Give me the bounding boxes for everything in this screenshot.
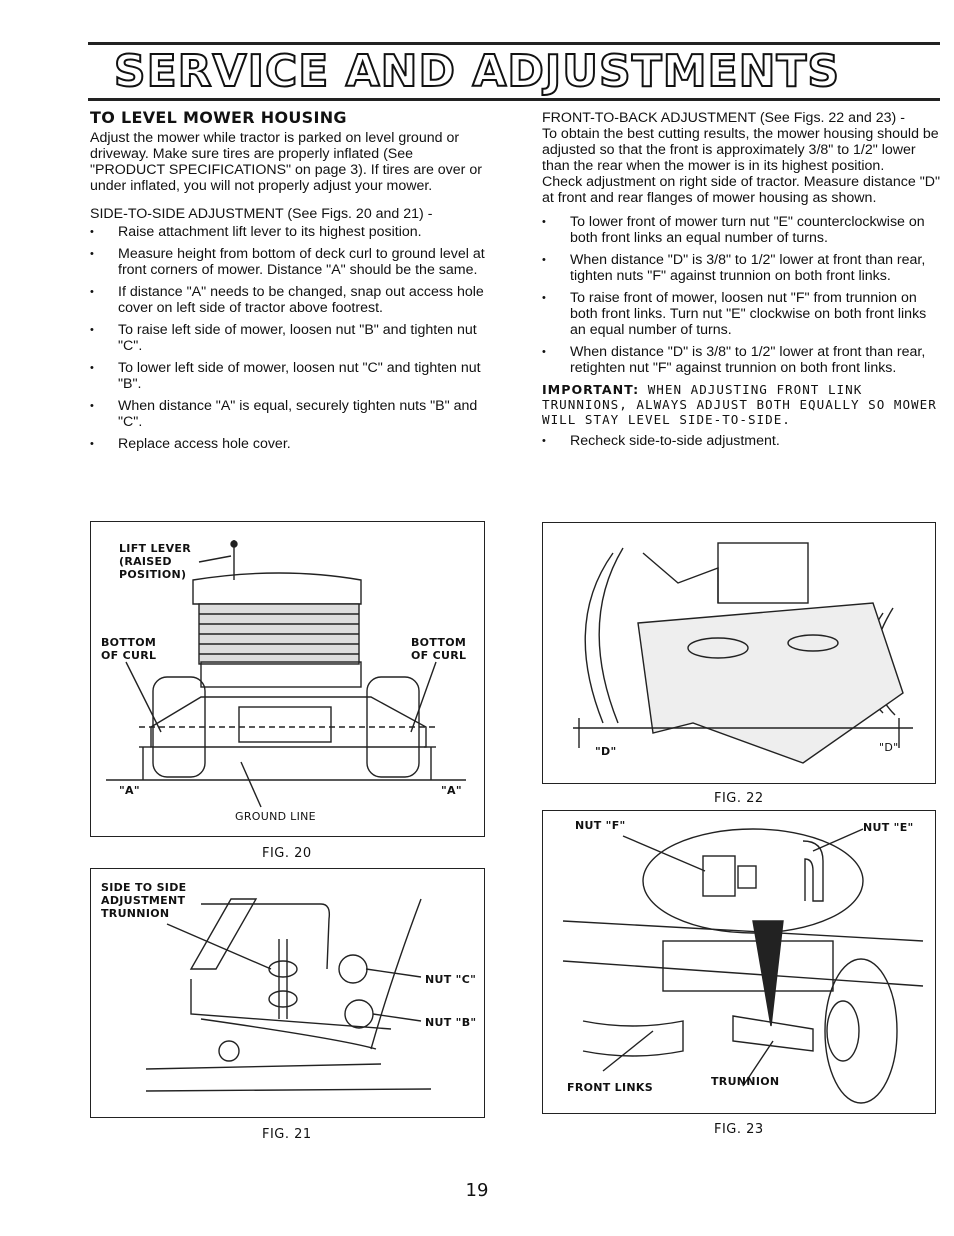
figure-22 (542, 522, 936, 784)
important-text: WHEN ADJUSTING FRONT LINK TRUNNIONS, ALWAYS ADJUST BOTH EQUALLY SO MOWER WILL STAY LEVEL SIDE-TO-SIDE. (542, 382, 937, 427)
section-heading-level-mower: TO LEVEL MOWER HOUSING (90, 108, 347, 127)
list-item: • To raise front of mower, loosen nut "F" from trunnion on both front links. Turn nut "E" clockwise on both front links an equal number of turns. (542, 290, 942, 338)
list-item: • To raise left side of mower, loosen nut "B" and tighten nut "C". (90, 322, 488, 354)
front-to-back-list (542, 214, 942, 376)
figure-23 (542, 810, 936, 1114)
list-item: • When distance "D" is 3/8" to 1/2" lower at front than rear, tighten nuts "F" against trunnion on both front links. (542, 252, 942, 284)
caption-fig-23: FIG. 23 (714, 1122, 764, 1137)
list-item: • When distance "D" is 3/8" to 1/2" lower at front than rear, retighten nut "F" against trunnion on both front links. (542, 344, 942, 376)
list-item: • When distance "A" is equal, securely tighten nuts "B" and "C". (90, 398, 488, 430)
label-nut-e: NUT "E" (863, 821, 914, 834)
important-note (542, 382, 942, 427)
side-to-side-heading: SIDE-TO-SIDE ADJUSTMENT (See Figs. 20 and 21) - (90, 206, 433, 222)
header-rule-bottom (88, 98, 940, 101)
label-bottom-curl-right: BOTTOM OF CURL (411, 636, 467, 662)
page-number: 19 (465, 1180, 489, 1201)
label-d-right: "D" (879, 741, 899, 754)
list-item: • Raise attachment lift lever to its highest position. (90, 224, 488, 240)
side-to-side-list (90, 224, 488, 452)
left-column (90, 110, 488, 458)
page-title: SERVICE AND ADJUSTMENTS (113, 46, 841, 97)
intro-paragraph: Adjust the mower while tractor is parked on level ground or driveway. Make sure tires are properly inflated (See "PRODUCT SPECIFICATIONS" on page 3). If tires are over or under inflated, you will not properly adjust your mower. (90, 130, 482, 194)
right-column (542, 110, 942, 455)
important-label: IMPORTANT: (542, 382, 640, 397)
label-a-right: "A" (441, 784, 462, 797)
label-a-left: "A" (119, 784, 140, 797)
list-item: • Recheck side-to-side adjustment. (542, 433, 942, 449)
label-front-links: FRONT LINKS (567, 1081, 653, 1094)
caption-fig-20: FIG. 20 (262, 846, 312, 861)
list-item: • Replace access hole cover. (90, 436, 488, 452)
list-item: • If distance "A" needs to be changed, snap out access hole cover on left side of tractor above footrest. (90, 284, 488, 316)
label-trunnion: SIDE TO SIDE ADJUSTMENT TRUNNION (101, 881, 187, 920)
label-ground-line: GROUND LINE (235, 810, 316, 823)
front-to-back-paragraph-1: To obtain the best cutting results, the mower housing should be adjusted so that the front is approximately 3/8" to 1/2" lower than the rear when the mower is in its highest position. (542, 126, 939, 174)
figure-22-drawing (543, 523, 935, 783)
caption-fig-21: FIG. 21 (262, 1127, 312, 1142)
label-bottom-curl-left: BOTTOM OF CURL (101, 636, 157, 662)
label-nut-c: NUT "C" (425, 973, 477, 986)
label-nut-b: NUT "B" (425, 1016, 477, 1029)
list-item: • To lower front of mower turn nut "E" counterclockwise on both front links an equal number of turns. (542, 214, 942, 246)
figure-23-drawing (543, 811, 935, 1113)
label-trunnion: TRUNNION (711, 1075, 780, 1088)
front-to-back-heading: FRONT-TO-BACK ADJUSTMENT (See Figs. 22 and 23) - (542, 110, 905, 126)
figure-20 (90, 521, 485, 837)
caption-fig-22: FIG. 22 (714, 791, 764, 806)
label-d-left: "D" (595, 745, 617, 758)
figure-21 (90, 868, 485, 1118)
front-to-back-paragraph-2: Check adjustment on right side of tractor. Measure distance "D" at front and rear flanges of mower housing as shown. (542, 174, 941, 206)
list-item: • Measure height from bottom of deck curl to ground level at front corners of mower. Distance "A" should be the same. (90, 246, 488, 278)
label-nut-f: NUT "F" (575, 819, 626, 832)
list-item: • To lower left side of mower, loosen nut "C" and tighten nut "B". (90, 360, 488, 392)
recheck-list (542, 433, 942, 449)
label-lift-lever: LIFT LEVER (RAISED POSITION) (119, 542, 191, 581)
